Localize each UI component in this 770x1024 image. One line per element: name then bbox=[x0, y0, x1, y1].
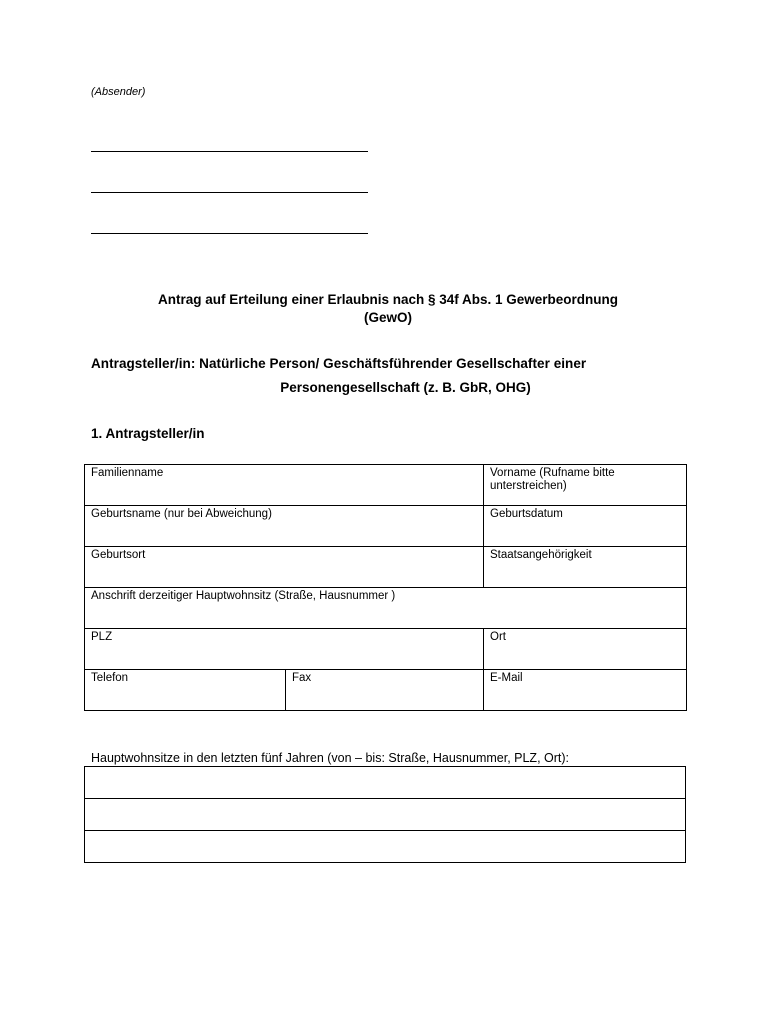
subtitle-line-1: Antragsteller/in: Natürliche Person/ Geschäftsführender Gesellschafter einer bbox=[91, 356, 587, 371]
sender-line-3[interactable] bbox=[91, 233, 368, 234]
staatsangehoerigkeit-field[interactable] bbox=[484, 547, 687, 588]
geburtsdatum-field[interactable] bbox=[484, 506, 687, 547]
residence-history-table bbox=[84, 766, 686, 863]
sender-line-2[interactable] bbox=[91, 192, 368, 193]
table-row bbox=[85, 465, 687, 506]
table-row bbox=[85, 831, 686, 863]
geburtsort-field[interactable] bbox=[85, 547, 484, 588]
familienname-label: Familienname bbox=[91, 467, 164, 479]
table-row bbox=[85, 767, 686, 799]
sender-label: (Absender) bbox=[91, 86, 146, 98]
table-row bbox=[85, 506, 687, 547]
subtitle-line-2: Personengesellschaft (z. B. GbR, OHG) bbox=[280, 380, 531, 395]
ort-field[interactable] bbox=[484, 629, 687, 670]
table-row bbox=[85, 588, 687, 629]
residence-history-field-1[interactable] bbox=[85, 767, 686, 799]
sender-line-1[interactable] bbox=[91, 151, 368, 152]
ort-label: Ort bbox=[490, 631, 506, 643]
email-label: E-Mail bbox=[490, 672, 523, 684]
table-row bbox=[85, 547, 687, 588]
applicant-form-table bbox=[84, 464, 687, 711]
title-line-1: Antrag auf Erteilung einer Erlaubnis nach § 34f Abs. 1 Gewerbeordnung bbox=[157, 292, 619, 307]
geburtsname-label: Geburtsname (nur bei Abweichung) bbox=[91, 508, 272, 520]
fax-field[interactable] bbox=[286, 670, 484, 711]
anschrift-field[interactable] bbox=[85, 588, 687, 629]
table-row bbox=[85, 670, 687, 711]
title-line-2: (GewO) bbox=[363, 310, 412, 325]
table-row bbox=[85, 629, 687, 670]
vorname-field[interactable] bbox=[484, 465, 687, 506]
residence-history-field-2[interactable] bbox=[85, 799, 686, 831]
residence-history-field-3[interactable] bbox=[85, 831, 686, 863]
anschrift-label: Anschrift derzeitiger Hauptwohnsitz (Straße, Hausnummer ) bbox=[91, 590, 396, 602]
email-field[interactable] bbox=[484, 670, 687, 711]
geburtsname-field[interactable] bbox=[85, 506, 484, 547]
section-1-heading: 1. Antragsteller/in bbox=[91, 426, 205, 441]
vorname-label: Vorname (Rufname bitte unterstreichen) bbox=[490, 467, 615, 492]
familienname-field[interactable] bbox=[85, 465, 484, 506]
staatsangehoerigkeit-label: Staatsangehörigkeit bbox=[490, 549, 592, 561]
table-row bbox=[85, 799, 686, 831]
plz-label: PLZ bbox=[91, 631, 113, 643]
geburtsdatum-label: Geburtsdatum bbox=[490, 508, 563, 520]
fax-label: Fax bbox=[292, 672, 312, 684]
plz-field[interactable] bbox=[85, 629, 484, 670]
history-label: Hauptwohnsitze in den letzten fünf Jahren (von – bis: Straße, Hausnummer, PLZ, Ort): bbox=[91, 751, 570, 765]
geburtsort-label: Geburtsort bbox=[91, 549, 146, 561]
telefon-label: Telefon bbox=[91, 672, 129, 684]
document-title bbox=[91, 291, 685, 327]
telefon-field[interactable] bbox=[85, 670, 286, 711]
